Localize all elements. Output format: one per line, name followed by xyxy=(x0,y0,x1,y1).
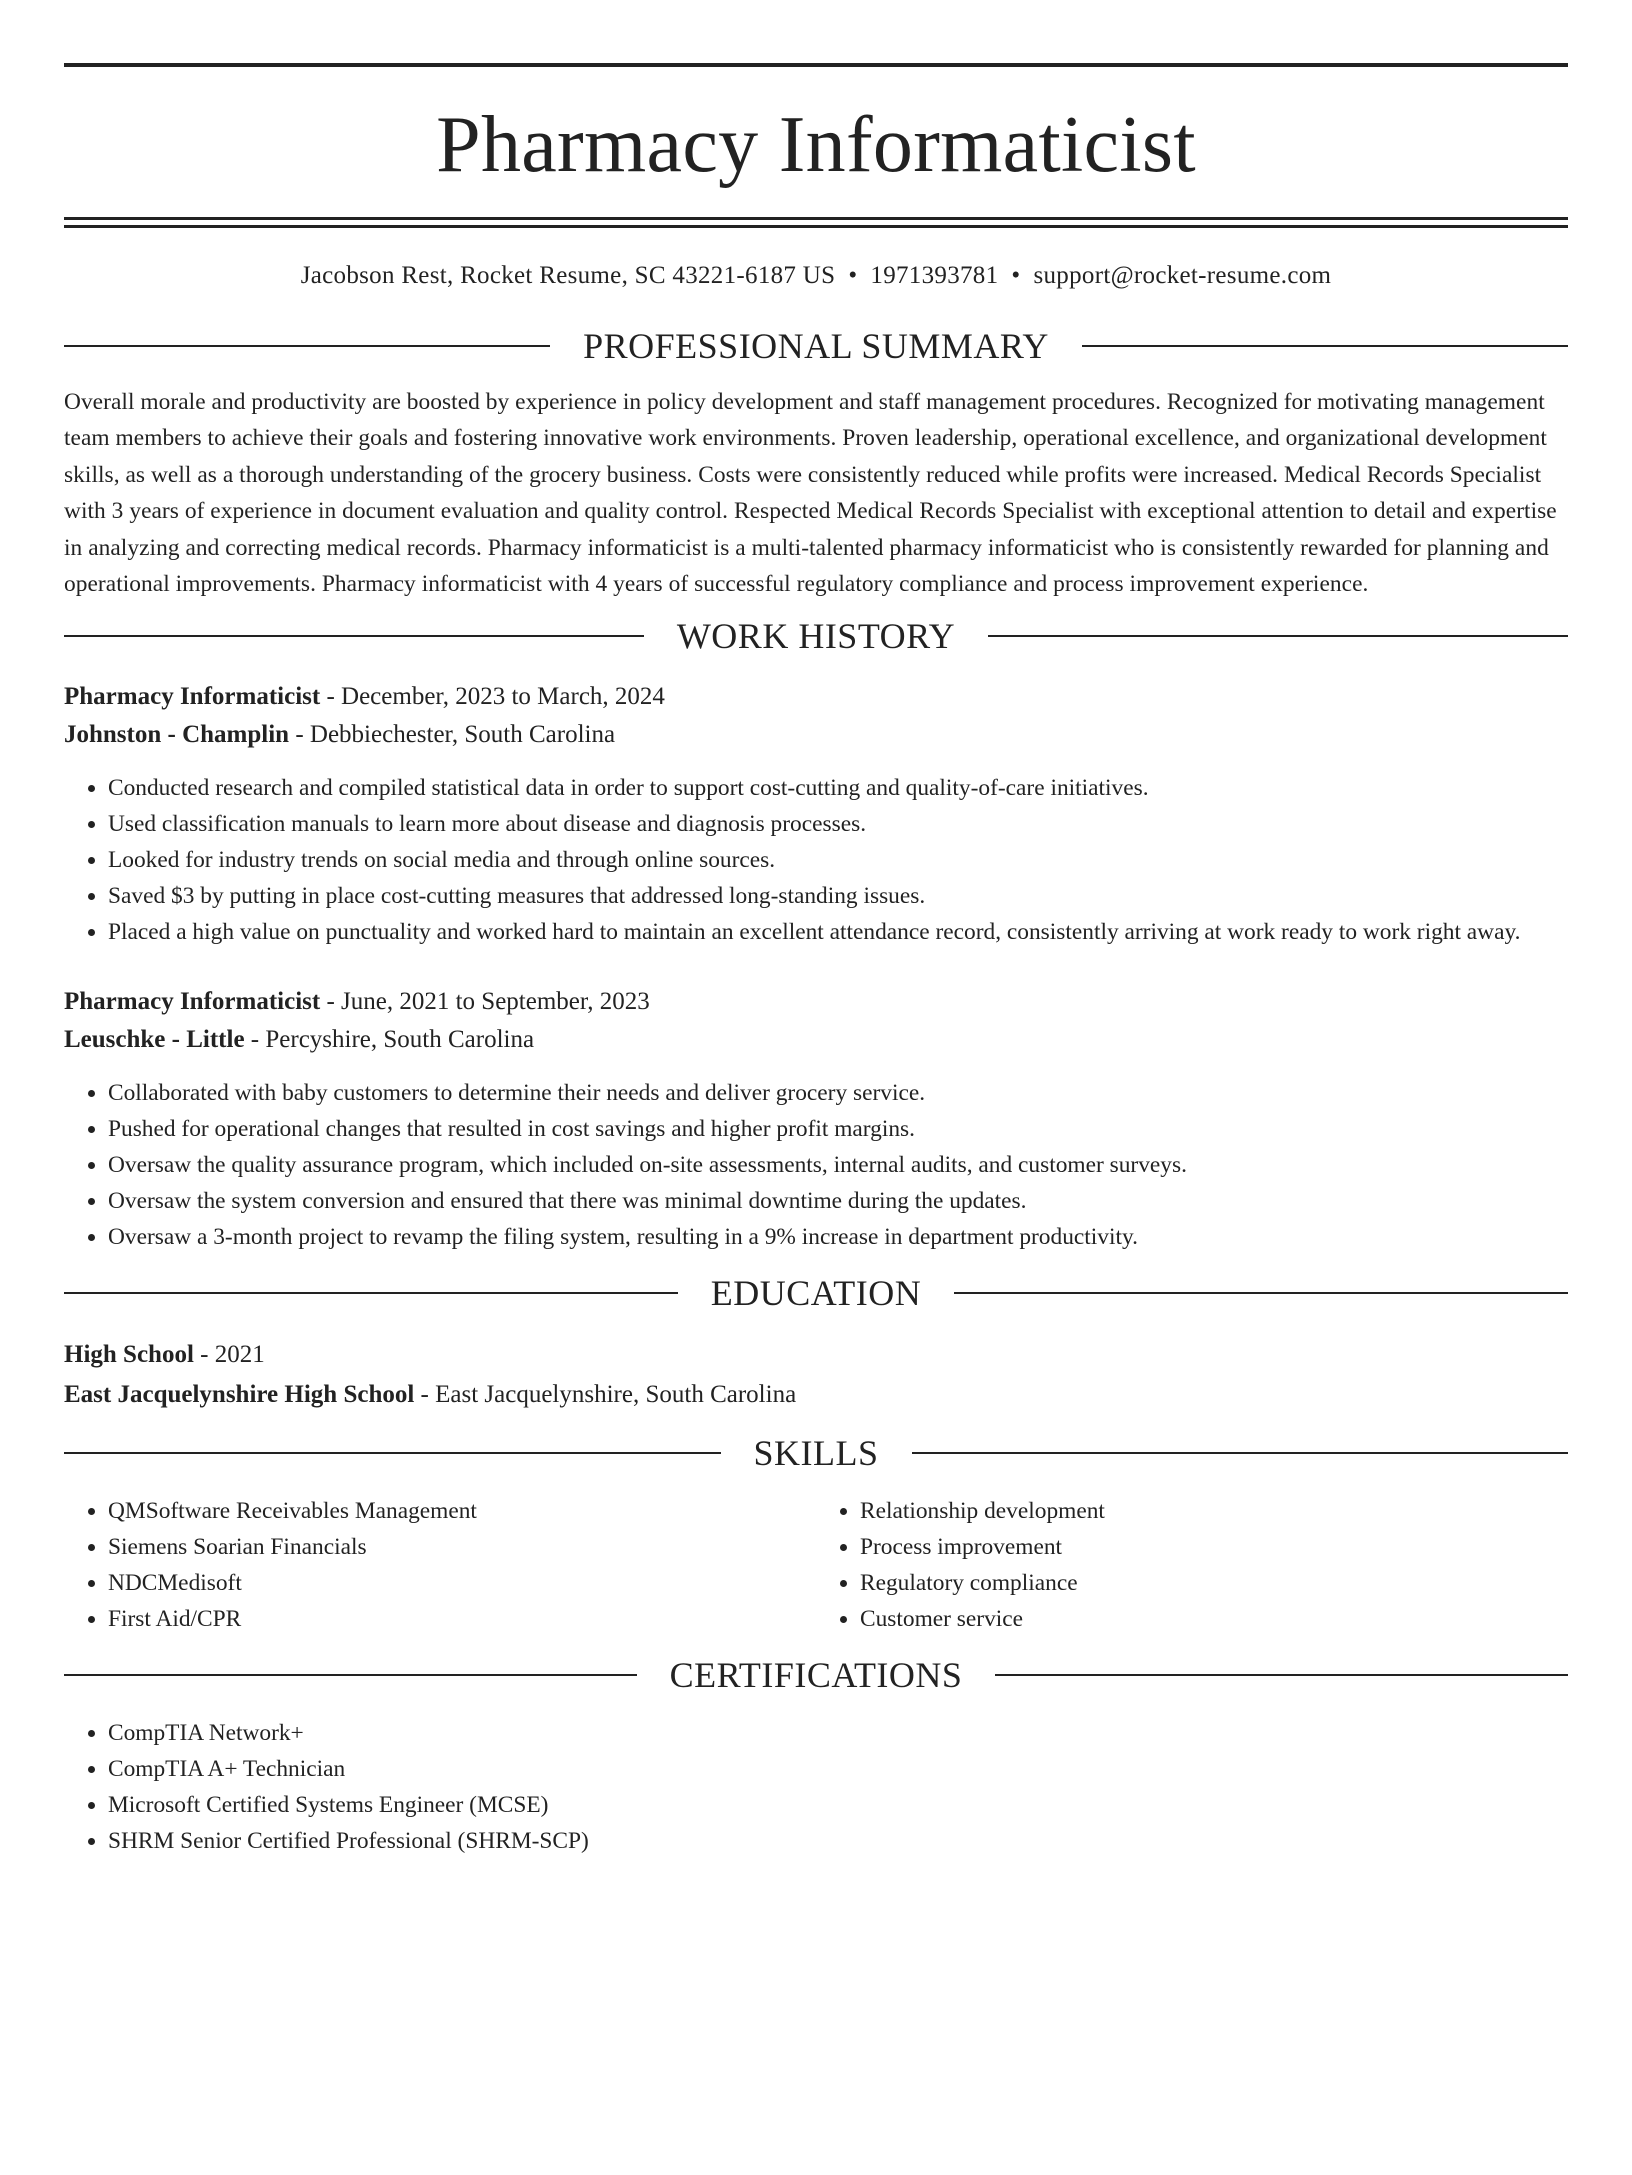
job-company-line: Johnston - Champlin - Debbiechester, South Carolina xyxy=(64,721,616,749)
list-item: • Siemens Soarian Financials xyxy=(108,1529,816,1565)
education-school-line: East Jacquelynshire High School - East Jacquelynshire, South Carolina xyxy=(64,1381,797,1409)
skills-list-right xyxy=(816,1493,1568,1637)
list-item: • Oversaw a 3-month project to revamp the filing system, resulting in a 9% increase in department productivity. xyxy=(108,1219,1568,1255)
top-rule xyxy=(64,63,1568,67)
job-title-line: Pharmacy Informaticist - December, 2023 to March, 2024 xyxy=(64,683,665,711)
list-item: • Collaborated with baby customers to determine their needs and deliver grocery service. xyxy=(108,1075,1568,1111)
list-item: • CompTIA Network+ xyxy=(108,1715,1568,1751)
job-location: Percyshire, South Carolina xyxy=(265,1026,535,1054)
section-rule xyxy=(64,1292,678,1294)
contact-separator: • xyxy=(848,262,858,289)
job-company-line: Leuschke - Little - Percyshire, South Carolina xyxy=(64,1026,535,1054)
section-rule xyxy=(64,1674,637,1676)
list-item: • CompTIA A+ Technician xyxy=(108,1751,1568,1787)
list-item: • Pushed for operational changes that resulted in cost savings and higher profit margins. xyxy=(108,1111,1568,1147)
job-dates: December, 2023 to March, 2024 xyxy=(341,683,665,711)
education-degree-line: High School - 2021 xyxy=(64,1341,265,1369)
job-bullets xyxy=(64,770,1568,950)
skills-list-left xyxy=(64,1493,816,1637)
job-company: Leuschke - Little xyxy=(64,1026,245,1054)
contact-line xyxy=(64,262,1568,290)
section-rule xyxy=(64,635,644,637)
job-title: Pharmacy Informaticist xyxy=(64,988,321,1016)
section-header-education xyxy=(64,1273,1568,1313)
section-title-work: WORK HISTORY xyxy=(676,616,956,657)
contact-email: support@rocket-resume.com xyxy=(1033,262,1332,289)
job-entry xyxy=(64,983,1568,1255)
section-header-skills xyxy=(64,1433,1568,1473)
certifications-list xyxy=(64,1715,1568,1859)
list-item: • Customer service xyxy=(860,1601,1568,1637)
contact-address: Jacobson Rest, Rocket Resume, SC 43221-6187 US xyxy=(300,262,836,289)
job-title: Pharmacy Informaticist xyxy=(64,683,321,711)
education-entry xyxy=(64,1335,1568,1415)
section-title-skills: SKILLS xyxy=(753,1433,879,1474)
section-rule xyxy=(988,635,1568,637)
list-item: • NDCMedisoft xyxy=(108,1565,816,1601)
list-item: • Placed a high value on punctuality and worked hard to maintain an excellent attendance record, consistently arriving at work ready to work right away. xyxy=(108,914,1568,950)
list-item: • Regulatory compliance xyxy=(860,1565,1568,1601)
education-school: East Jacquelynshire High School xyxy=(64,1381,415,1409)
section-header-summary xyxy=(64,326,1568,366)
list-item: • Saved $3 by putting in place cost-cutting measures that addressed long-standing issues. xyxy=(108,878,1568,914)
section-title-certifications: CERTIFICATIONS xyxy=(669,1655,963,1696)
list-item: • SHRM Senior Certified Professional (SHRM-SCP) xyxy=(108,1823,1568,1859)
list-item: • QMSoftware Receivables Management xyxy=(108,1493,816,1529)
section-header-work xyxy=(64,616,1568,656)
education-degree: High School xyxy=(64,1341,194,1369)
resume-page xyxy=(0,63,1632,2175)
contact-separator: • xyxy=(1011,262,1021,289)
list-item: • Process improvement xyxy=(860,1529,1568,1565)
job-company: Johnston - Champlin xyxy=(64,721,290,749)
section-title-summary: PROFESSIONAL SUMMARY xyxy=(583,326,1049,366)
list-item: • Microsoft Certified Systems Engineer (MCSE) xyxy=(108,1787,1568,1823)
contact-phone: 1971393781 xyxy=(870,262,999,289)
list-item: • First Aid/CPR xyxy=(108,1601,816,1637)
section-rule xyxy=(912,1452,1569,1454)
list-item: • Relationship development xyxy=(860,1493,1568,1529)
education-location: East Jacquelynshire, South Carolina xyxy=(435,1381,797,1409)
list-item: • Used classification manuals to learn more about disease and diagnosis processes. xyxy=(108,806,1568,842)
section-rule xyxy=(1082,345,1568,347)
section-header-certifications xyxy=(64,1655,1568,1695)
list-item: • Oversaw the quality assurance program, which included on-site assessments, internal audits, and customer surveys. xyxy=(108,1147,1568,1183)
job-location: Debbiechester, South Carolina xyxy=(309,721,616,749)
job-entry xyxy=(64,678,1568,950)
double-rule xyxy=(64,217,1568,228)
section-rule xyxy=(64,345,550,347)
job-dates: June, 2021 to September, 2023 xyxy=(341,988,650,1016)
list-item: • Oversaw the system conversion and ensured that there was minimal downtime during the updates. xyxy=(108,1183,1568,1219)
section-rule xyxy=(995,1674,1568,1676)
section-rule xyxy=(64,1452,721,1454)
list-item: • Looked for industry trends on social media and through online sources. xyxy=(108,842,1568,878)
list-item: • Conducted research and compiled statistical data in order to support cost-cutting and quality-of-care initiatives. xyxy=(108,770,1568,806)
job-title-line: Pharmacy Informaticist - June, 2021 to September, 2023 xyxy=(64,988,650,1016)
summary-text: Overall morale and productivity are boosted by experience in policy development and staff management procedures. Recognized for motivating management team members to achieve their goals and fostering innovative work environments. Proven leadership, operational excellence, and organizational development skills, as well as a thorough understanding of the grocery business. Costs were consistently reduced while profits were increased. Medical Records Specialist with 3 years of experience in document evaluation and quality control. Respected Medical Records Specialist with exceptional attention to detail and expertise in analyzing and correcting medical records. Pharmacy informaticist is a multi-talented pharmacy informaticist who is consistently rewarded for planning and operational improvements. Pharmacy informaticist with 4 years of successful regulatory compliance and process improvement experience. xyxy=(64,389,1557,598)
job-bullets xyxy=(64,1075,1568,1255)
section-title-education: EDUCATION xyxy=(710,1273,922,1314)
section-rule xyxy=(954,1292,1568,1294)
resume-title: Pharmacy Informaticist xyxy=(436,101,1196,189)
skills-grid xyxy=(64,1493,1568,1637)
education-year: 2021 xyxy=(214,1341,265,1369)
